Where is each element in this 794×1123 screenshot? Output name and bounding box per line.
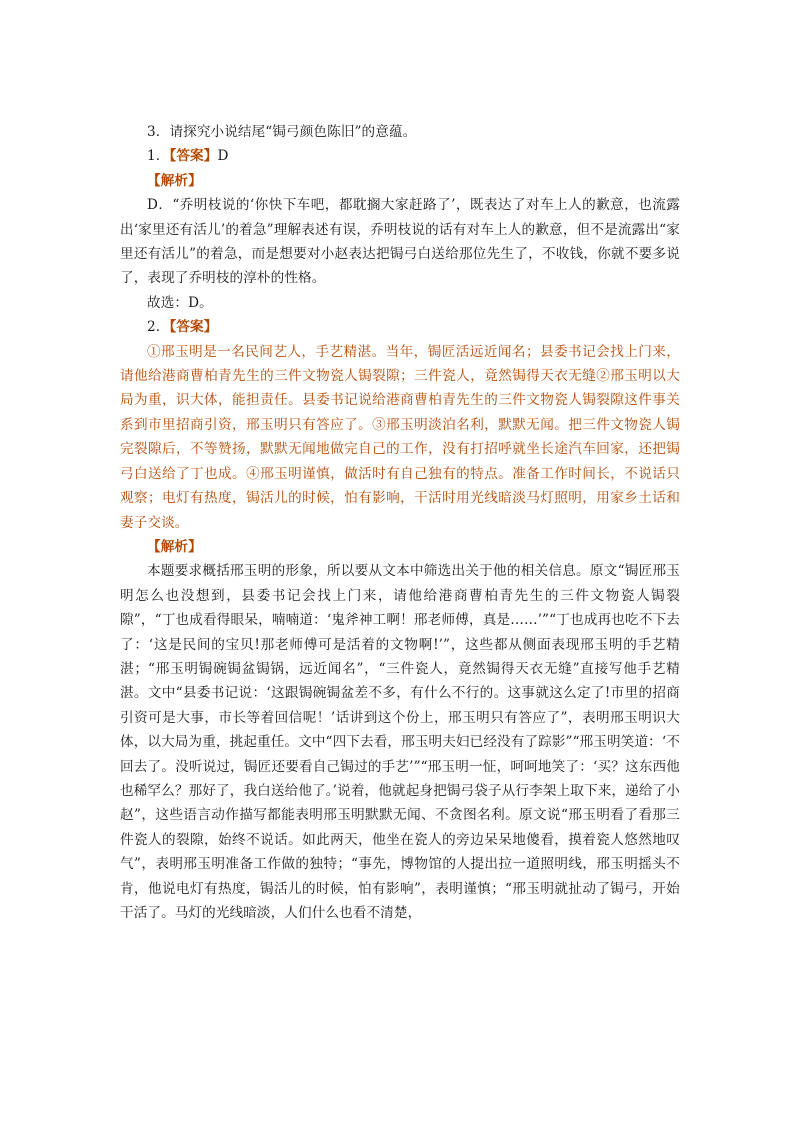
document-page: [120, 120, 680, 925]
answer-2-label: 【答案】: [169, 319, 218, 336]
answer-2-number: 2．: [147, 319, 170, 336]
answer-2-analysis: 本题要求概括邢玉明的形象，所以要从文本中筛选出关于他的相关信息。原文“锔匠邢玉明怎么也没想到，县委书记会找上门来，请他给港商曹柏青先生的三件文物瓷人锔裂隙”，“丁也成看得眼呆，喃喃道：‘鬼斧神工啊！邢老师傅，真是……’”“丁也成再也吃不下去了：‘这是民间的宝贝!那老师傅可是活着的文物啊!’”，这些都从侧面表现邢玉明的手艺精湛；“邢玉明锔碗锔盆锔锅，远近闻名”，“三件瓷人，竟然锔得天衣无缝”直接写他手艺精湛。文中“县委书记说：‘这跟锔碗锔盆差不多，有什么不行的。这事就这么定了!市里的招商引资可是大事，市长等着回信呢！’话讲到这个份上，邢玉明只有答应了”，表明邢玉明识大体，以大局为重，挑起重任。文中“四下去看，邢玉明夫妇已经没有了踪影”“邢玉明笑道：‘不回去了。没听说过，锔匠还要看自己锔过的手艺’”“邢玉明一怔，呵呵地笑了：‘买？这东西他也稀罕么？那好了，我白送给他了。’说着，他就起身把锔弓袋子从行李架上取下来，递给了小赵”，这些语言动作描写都能表明邢玉明默默无闻、不贪图名利。原文说“邢玉明看了看那三件瓷人的裂隙，始终不说话。如此两天，他坐在瓷人的旁边呆呆地傻看，摸着瓷人悠然地叹气”，表明邢玉明准备工作做的独特；“事先，博物馆的人提出拉一道照明线，邢玉明摇头不肯，他说电灯有热度，锔活儿的时候，怕有影响”，表明谨慎；“邢玉明就扯动了锔弓，开始干活了。马灯的光线暗淡，人们什么也看不清楚，: [120, 563, 680, 921]
question-3: 3．请探究小说结尾“锔弓颜色陈旧”的意蕴。: [147, 124, 417, 140]
answer-1-label: 【答案】: [169, 148, 218, 165]
answer-2-header: [120, 315, 680, 339]
answer-2-analysis-label: 【解析】: [147, 538, 202, 555]
answer-1-analysis: D．“乔明枝说的‘你快下车吧，都耽搁大家赶路了’，既表达了对车上人的歉意，也流露出‘家里还有活儿’的着急”理解表述有误，乔明枝说的话有对车上人的歉意，但不是流露出“家里还有活儿”的着急，而是想要对小赵表达把锔弓白送给那位先生了，不收钱，你就不要多说了，表现了乔明枝的淳朴的性格。: [120, 197, 680, 287]
answer-1-choice: 故选：D。: [147, 294, 213, 311]
answer-2-content: ①邢玉明是一名民间艺人，手艺精湛。当年，锔匠活远近闻名；县委书记会找上门来，请他给港商曹柏青先生的三件文物瓷人锔裂隙；三件瓷人，竟然锔得天衣无缝②邢玉明以大局为重，识大体，能担责任。县委书记说给港商曹柏青先生的三件文物瓷人锔裂隙这件事关系到市里招商引资，邢玉明只有答应了。③邢玉明淡泊名利，默默无闻。把三件文物瓷人锔完裂隙后，不等赞扬，默默无闻地做完自己的工作，没有打招呼就坐长途汽车回家，还把锔弓白送给了丁也成。④邢玉明谨慎，做活时有自己独有的特点。准备工作时间长，不说话只观察；电灯有热度，锔活儿的时候，怕有影响，干活时用光线暗淡马灯照明，用家乡土话和妻子交谈。: [120, 343, 680, 531]
answer-1-header: [120, 144, 680, 168]
answer-1-value: D: [217, 148, 229, 165]
answer-1-analysis-label: 【解析】: [147, 172, 202, 189]
answer-1-number: 1．: [147, 148, 170, 165]
